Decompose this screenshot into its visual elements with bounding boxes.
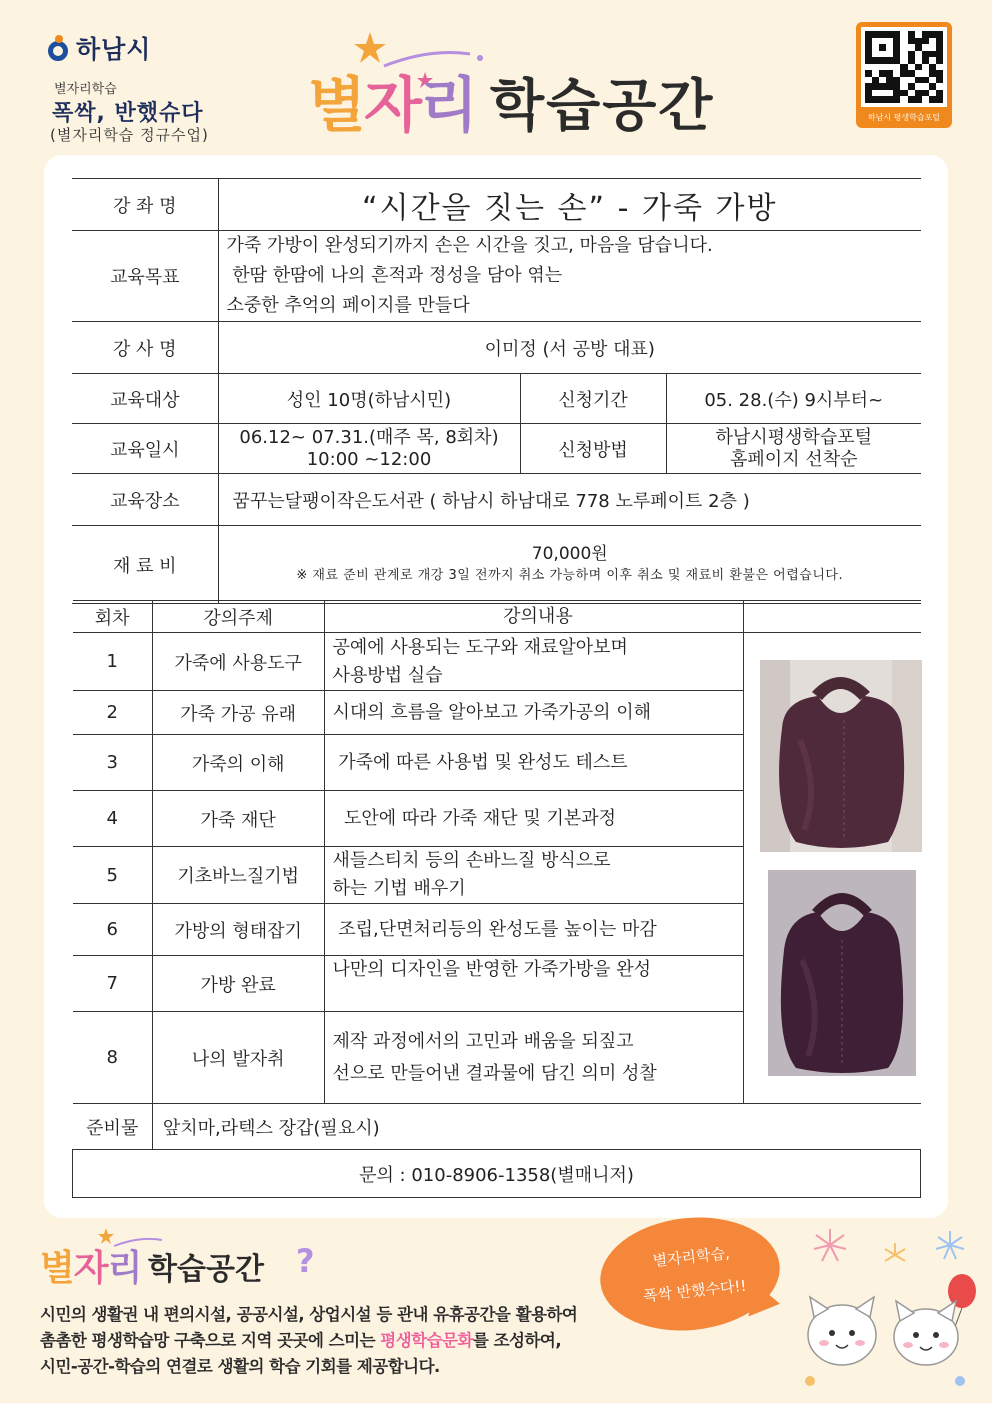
header-image [744,601,921,633]
qr-code-icon [861,27,947,107]
row-content [324,1012,744,1104]
content-line: 새들스티치 등의 손바느질 방식으로 [332,850,611,871]
place-value: 꿈꾸는달팽이작은도서관 ( 하남시 하남대로 778 노루페이트 2층 ) [218,474,921,526]
instructor-label: 강 사 명 [72,322,218,374]
title-main: 학습공간 [490,74,715,139]
course-info-table [72,178,921,604]
question-mark-icon: ? [296,1242,315,1280]
row-no: 2 [73,691,153,735]
content-line: 사용방법 실습 [332,664,443,686]
desc-text: 를 조성하여, [472,1331,562,1350]
bubble-line: 폭싹 반했수다!! [642,1276,748,1306]
row-no: 1 [73,633,153,691]
place-label: 교육장소 [72,474,218,526]
fee-amount: 70,000원 [531,543,608,564]
row-no: 5 [73,847,153,904]
mascot-illustration [790,1225,980,1395]
content-line: 선으로 만들어낸 결과물에 담긴 의미 성찰 [332,1062,657,1084]
fee-label: 재 료 비 [72,526,218,604]
apply-method-line: 하남시평생학습포털 [715,426,872,448]
row-no: 8 [73,1012,153,1104]
content-line: 조립,단면처리등의 완성도를 높이는 마감 [332,918,657,940]
instructor-value: 이미정 (서 공방 대표) [218,322,921,374]
header-content: 강의내용 [324,601,744,633]
row-topic: 가죽 재단 [152,791,324,847]
bubble-line: 별자리학습, [651,1244,731,1271]
row-topic: 기초바느질기법 [152,847,324,904]
desc-line: 시민의 생활권 내 편의시설, 공공시설, 상업시설 등 관내 유휴공간을 활용하여 [40,1305,578,1324]
goal-line: 한땀 한땀에 나의 흔적과 정성을 담아 엮는 [226,265,563,286]
date-value [218,424,520,474]
hanam-logo-icon [46,35,72,61]
row-content [324,904,744,956]
row-content [324,847,744,904]
content-line: 하는 기법 배우기 [332,878,466,899]
prep-value: 앞치마,라텍스 장갑(필요시) [152,1104,920,1150]
target-label: 교육대상 [72,374,218,424]
apply-method-label: 신청방법 [520,424,666,474]
footer-title-char-1: 별 [40,1248,74,1289]
footer-description [40,1302,577,1380]
content-line: 나만의 디자인을 반영한 가죽가방을 완성 [332,959,652,980]
qr-caption: 하남시 평생학습포털 [867,113,941,122]
fee-value [218,526,921,604]
row-content [324,633,744,691]
desc-line [40,1328,577,1354]
row-topic: 가죽에 사용도구 [152,633,324,691]
row-no: 7 [73,956,153,1012]
leather-bag-icon [760,660,922,852]
header-topic: 강의주제 [152,601,324,633]
program-paren: (별자리학습 정규수업) [50,126,209,144]
content-line: 도안에 따라 가죽 재단 및 기본과정 [332,807,617,829]
leather-bag-icon [768,870,916,1076]
row-topic: 나의 발자취 [152,1012,324,1104]
prep-label: 준비물 [73,1104,153,1150]
content-line: 제작 과정에서의 고민과 배움을 되짚고 [332,1030,634,1052]
content-line: 가죽에 따른 사용법 및 완성도 테스트 [332,751,628,773]
footer-title [40,1232,320,1292]
apply-method-value [666,424,921,474]
footer-title-char-2: 자 [73,1248,108,1289]
program-big: 폭싹, 반했슈다 [52,101,204,126]
row-no: 3 [73,735,153,791]
program-small: 별자리학습 [54,82,117,97]
title-char-1: 별 [308,71,364,141]
title-char-2: 자 [363,71,420,141]
row-no: 6 [73,904,153,956]
content-line: 공예에 사용되는 도구와 재료알아보며 [332,636,628,658]
row-content [324,791,744,847]
fee-note: ※ 재료 준비 관계로 개강 3일 전까지 취소 가능하며 이후 취소 및 재료비 환불은 어렵습니다. [296,567,844,583]
footer-title-main: 학습공간 [148,1252,264,1287]
course-label: 강 좌 명 [72,179,218,231]
row-content [324,956,744,1012]
footer-title-char-3: 리 [107,1248,142,1289]
row-content [324,691,744,735]
date-label: 교육일시 [72,424,218,474]
header-no: 회차 [73,601,153,633]
desc-text: 촘촘한 평생학습망 구축으로 지역 곳곳에 스미는 [40,1331,381,1350]
goal-line: 소중한 추억의 페이지를 만들다 [226,295,470,316]
row-no: 4 [73,791,153,847]
target-value: 성인 10명(하남시민) [218,374,520,424]
apply-method-line: 홈페이지 선착순 [730,448,858,470]
mascot-icon [790,1225,980,1395]
row-content [324,735,744,791]
row-topic: 가죽의 이해 [152,735,324,791]
qr-code[interactable] [856,22,952,128]
bag-photo-2 [768,870,916,1076]
logo-text: 하남시 [76,35,152,64]
row-topic: 가방 완료 [152,956,324,1012]
time-line: 10:00 ~12:00 [306,448,432,470]
title-char-3: 리 [419,71,476,141]
row-topic: 가방의 형태잡기 [152,904,324,956]
desc-highlight: 평생학습문화 [380,1331,473,1350]
contact-info: 문의 : 010-8906-1358(별매니저) [73,1150,921,1198]
row-topic: 가죽 가공 유래 [152,691,324,735]
desc-line: 시민-공간-학습의 연결로 생활의 학습 기회를 제공합니다. [40,1357,440,1376]
apply-period-label: 신청기간 [520,374,666,424]
goal-line: 가죽 가방이 완성되기까지 손은 시간을 짓고, 마음을 담습니다. [226,235,713,256]
date-line: 06.12~ 07.31.(매주 목, 8회차) [239,426,499,448]
content-line: 시대의 흐름을 알아보고 가죽가공의 이해 [332,701,652,723]
goal-text [218,231,921,322]
bag-photo-1 [760,660,922,852]
goal-label: 교육목표 [72,231,218,322]
apply-period-value: 05. 28.(수) 9시부터~ [666,374,921,424]
page-title [300,28,720,141]
hanam-logo [46,30,151,66]
course-title: “시간을 짓는 손” - 가죽 가방 [218,179,921,231]
